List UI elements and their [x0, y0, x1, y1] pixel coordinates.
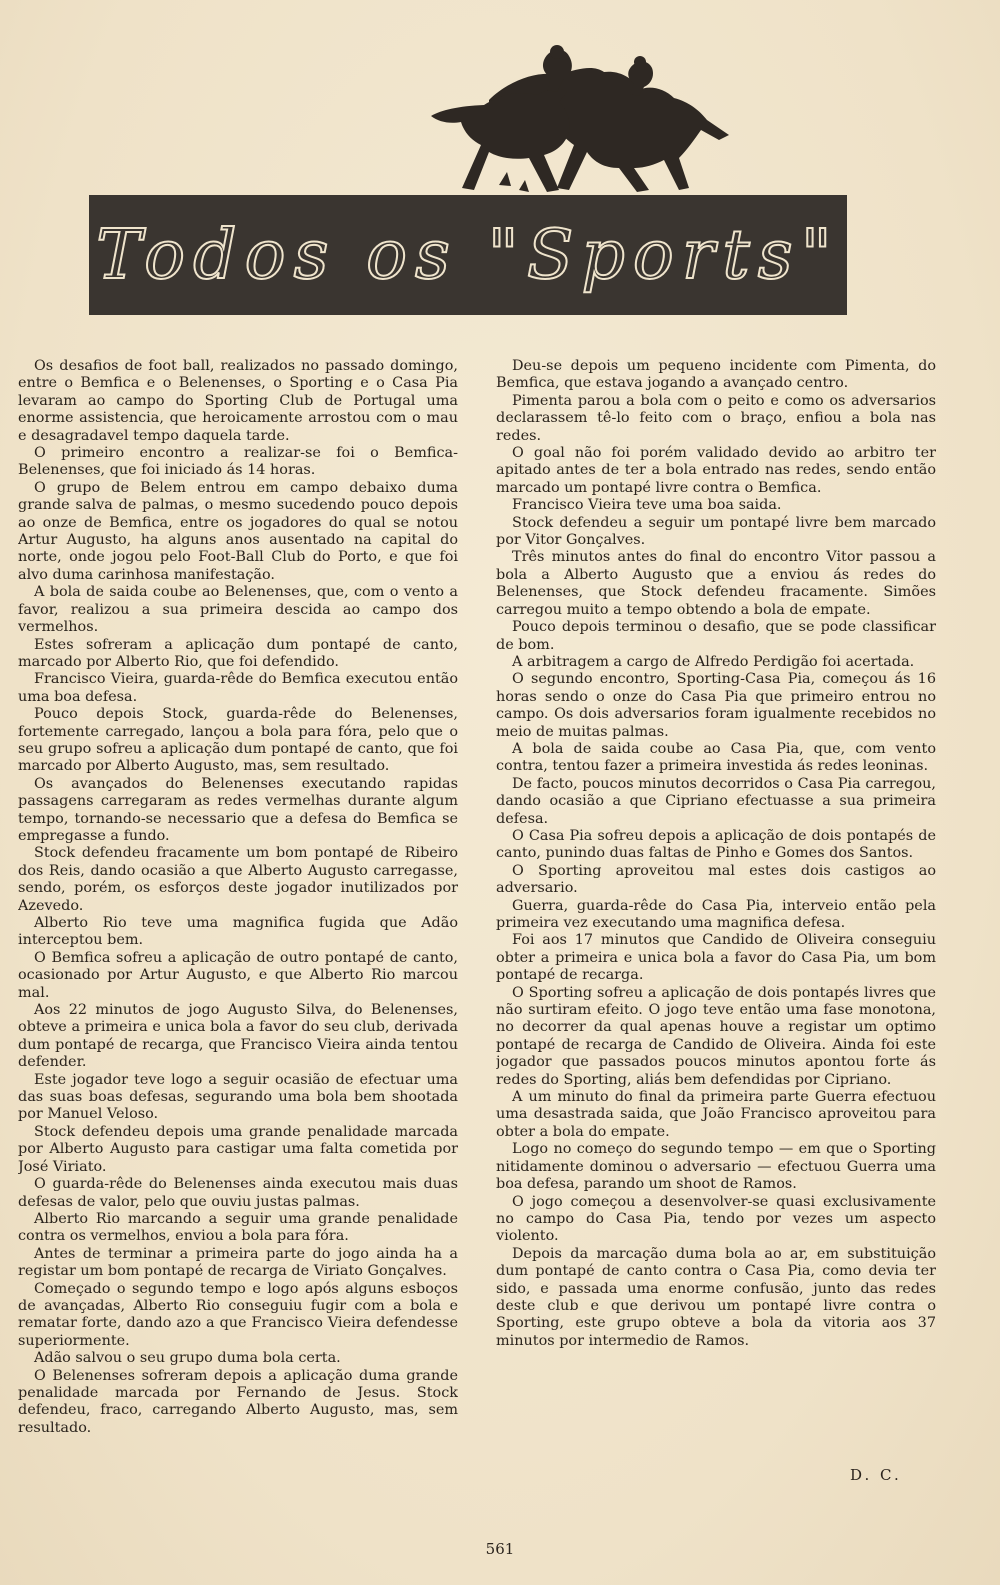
article-paragraph: O Bemfica sofreu a aplicação de outro pontapé de canto, ocasionado por Artur Augusto, e que Alberto Rio marcou mal. [18, 949, 458, 1001]
article-paragraph: Aos 22 minutos de jogo Augusto Silva, do Belenenses, obteve a primeira e unica bola a favor do seu club, derivada dum pontapé de recarga, que Francisco Vieira ainda tentou defender. [18, 1002, 458, 1071]
article-paragraph: A arbitragem a cargo de Alfredo Perdigão foi acertada. [512, 653, 915, 670]
article-paragraph: Deu-se depois um pequeno incidente com Pimenta, do Bemfica, que estava jogando a avançado centro. [496, 358, 936, 392]
page-title: Todos os "Sports" [96, 215, 840, 295]
article-paragraph: Francisco Vieira teve uma boa saida. [512, 497, 782, 514]
article-paragraph: Depois da marcação duma bola ao ar, em substituição dum pontapé de canto contra o Casa Pia, como devia ter sido, e passada uma enorme confusão, junto das redes deste club e que derivou um pontapé livre contra o Sporting, este grupo obteve a bola da vitoria aos 37 minutos por intermedio de Ramos. [496, 1245, 936, 1349]
article-paragraph: Alberto Rio teve uma magnifica fugida que Adão interceptou bem. [18, 915, 458, 949]
article-paragraph: Guerra, guarda-rêde do Casa Pia, interveio então pela primeira vez executando uma magnifica defesa. [496, 897, 936, 931]
article-paragraph: Logo no começo do segundo tempo — em que o Sporting nitidamente dominou o adversario — efectuou Guerra uma boa defesa, parando um shoot de Ramos. [496, 1141, 936, 1193]
article-paragraph: Stock defendeu a seguir um pontapé livre bem marcado por Vitor Gonçalves. [496, 514, 936, 549]
article-paragraph: O Sporting sofreu a aplicação de dois pontapés livres que não surtiram efeito. O jogo teve então uma fase monotona, no decorrer da qual apenas houve a registar um optimo pontapé de recarga de Candido de Oliveira. Ainda foi este jogador que passados poucos minutos apontou forte ás redes do Sporting, aliás bem defendidas por Cipriano. [496, 984, 936, 1088]
article-paragraph: O guarda-rêde do Belenenses ainda executou mais duas defesas de valor, pelo que ouviu justas palmas. [18, 1176, 458, 1210]
article-paragraph: O segundo encontro, Sporting-Casa Pia, começou ás 16 horas sendo o onze do Casa Pia que primeiro entrou no campo. Os dois adversarios foram igualmente recebidos no meio de muitas palmas. [496, 671, 936, 740]
article-paragraph: Adão salvou o seu grupo duma bola certa. [34, 1350, 341, 1367]
article-columns [18, 358, 946, 1468]
article-paragraph: Os desafios de foot ball, realizados no passado domingo, entre o Bemfica e o Belenenses, o Sporting e o Casa Pia levaram ao campo do Sporting Club de Portugal uma enorme assistencia, que heroicamente arrostou com o mau e desagradavel tempo daquela tarde. [18, 358, 458, 444]
article-paragraph: O jogo começou a desenvolver-se quasi exclusivamente no campo do Casa Pia, tendo por vezes um aspecto violento. [496, 1193, 936, 1245]
article-paragraph: A bola de saida coube ao Belenenses, que, com o vento a favor, realizou a sua primeira descida ao campo dos vermelhos. [18, 584, 458, 636]
article-paragraph: O Sporting aproveitou mal estes dois castigos ao adversario. [496, 862, 936, 897]
article-paragraph: Este jogador teve logo a seguir ocasião de efectuar uma das suas boas defesas, segurando uma bola bem shootada por Manuel Veloso. [18, 1071, 458, 1123]
article-paragraph: Estes sofreram a aplicação dum pontapé de canto, marcado por Alberto Rio, que foi defendido. [18, 636, 458, 670]
article-paragraph: Francisco Vieira, guarda-rêde do Bemfica executou então uma boa defesa. [18, 671, 458, 705]
article-paragraph: Foi aos 17 minutos que Candido de Oliveira conseguiu obter a primeira e unica bola a favor do Casa Pia, um bom pontapé de recarga. [496, 932, 936, 984]
article-column-right [496, 358, 936, 1468]
horse-racing-silhouette-icon [89, 40, 847, 200]
article-paragraph: Pouco depois Stock, guarda-rêde do Belenenses, fortemente carregado, lançou a bola para fóra, pelo que o seu grupo sofreu a aplicação dum pontapé de canto, que foi marcado por Alberto Augusto, mas, sem resultado. [18, 706, 458, 775]
article-paragraph: A bola de saida coube ao Casa Pia, que, com vento contra, tentou fazer a primeira investida ás redes leoninas. [496, 740, 936, 775]
article-paragraph: Os avançados do Belenenses executando rapidas passagens carregaram as redes vermelhas durante algum tempo, tornando-se necessario que a defesa do Bemfica se empregasse a fundo. [18, 775, 458, 844]
article-paragraph: Começado o segundo tempo e logo após alguns esboços de avançadas, Alberto Rio conseguiu fugir com a bola e rematar forte, dando azo a que Francisco Vieira defendesse superiormente. [18, 1280, 458, 1349]
article-paragraph: De facto, poucos minutos decorridos o Casa Pia carregou, dando ocasião a que Cipriano efectuasse a sua primeira defesa. [496, 775, 936, 827]
article-paragraph: Pimenta parou a bola com o peito e como os adversarios declarassem tê-lo feito com o braço, enfiou a bola nas redes. [496, 392, 936, 444]
title-banner [89, 195, 847, 315]
author-signature: D. C. [850, 1466, 902, 1484]
article-paragraph: O goal não foi porém validado devido ao arbitro ter apitado antes de ter a bola entrado nas redes, sendo então marcado um pontapé livre contra o Bemfica. [496, 445, 936, 496]
article-paragraph: Antes de terminar a primeira parte do jogo ainda ha a registar um bom pontapé de recarga de Viriato Gonçalves. [18, 1245, 458, 1280]
article-paragraph: O primeiro encontro a realizar-se foi o Bemfica-Belenenses, que foi iniciado ás 14 horas. [18, 445, 458, 479]
article-paragraph: O Casa Pia sofreu depois a aplicação de dois pontapés de canto, punindo duas faltas de Pinho e Gomes dos Santos. [496, 827, 936, 862]
article-paragraph: Três minutos antes do final do encontro Vitor passou a bola a Alberto Augusto que a enviou ás redes do Belenenses, que Stock defendeu fracamente. Simões carregou muito a tempo obtendo a bola de empate. [496, 549, 936, 618]
article-paragraph: A um minuto do final da primeira parte Guerra efectuou uma desastrada saida, que João Francisco aproveitou para obter a bola do empate. [496, 1089, 936, 1140]
article-paragraph: O Belenenses sofreram depois a aplicação duma grande penalidade marcada por Fernando de Jesus. Stock defendeu, fraco, carregando Alberto Augusto, mas, sem resultado. [18, 1367, 458, 1436]
section-header [89, 40, 847, 315]
page-number: 561 [485, 1540, 515, 1558]
article-paragraph: Pouco depois terminou o desafio, que se pode classificar de bom. [496, 619, 936, 653]
article-paragraph: Stock defendeu fracamente um bom pontapé de Ribeiro dos Reis, dando ocasião a que Alberto Augusto carregasse, sendo, porém, os esforços deste jogador inutilizados por Azevedo. [18, 845, 458, 914]
article-paragraph: Stock defendeu depois uma grande penalidade marcada por Alberto Augusto para castigar uma falta cometida por José Viriato. [18, 1123, 458, 1175]
article-paragraph: O grupo de Belem entrou em campo debaixo duma grande salva de palmas, o mesmo sucedendo pouco depois ao onze de Bemfica, entre os jogadores do qual se notou Artur Augusto, ha alguns anos ausentado na capital do norte, onde jogou pelo Foot-Ball Club do Porto, e que foi alvo duma carinhosa manifestação. [18, 479, 458, 583]
article-column-left [18, 358, 458, 1468]
article-paragraph: Alberto Rio marcando a seguir uma grande penalidade contra os vermelhos, enviou a bola para fóra. [18, 1210, 458, 1245]
